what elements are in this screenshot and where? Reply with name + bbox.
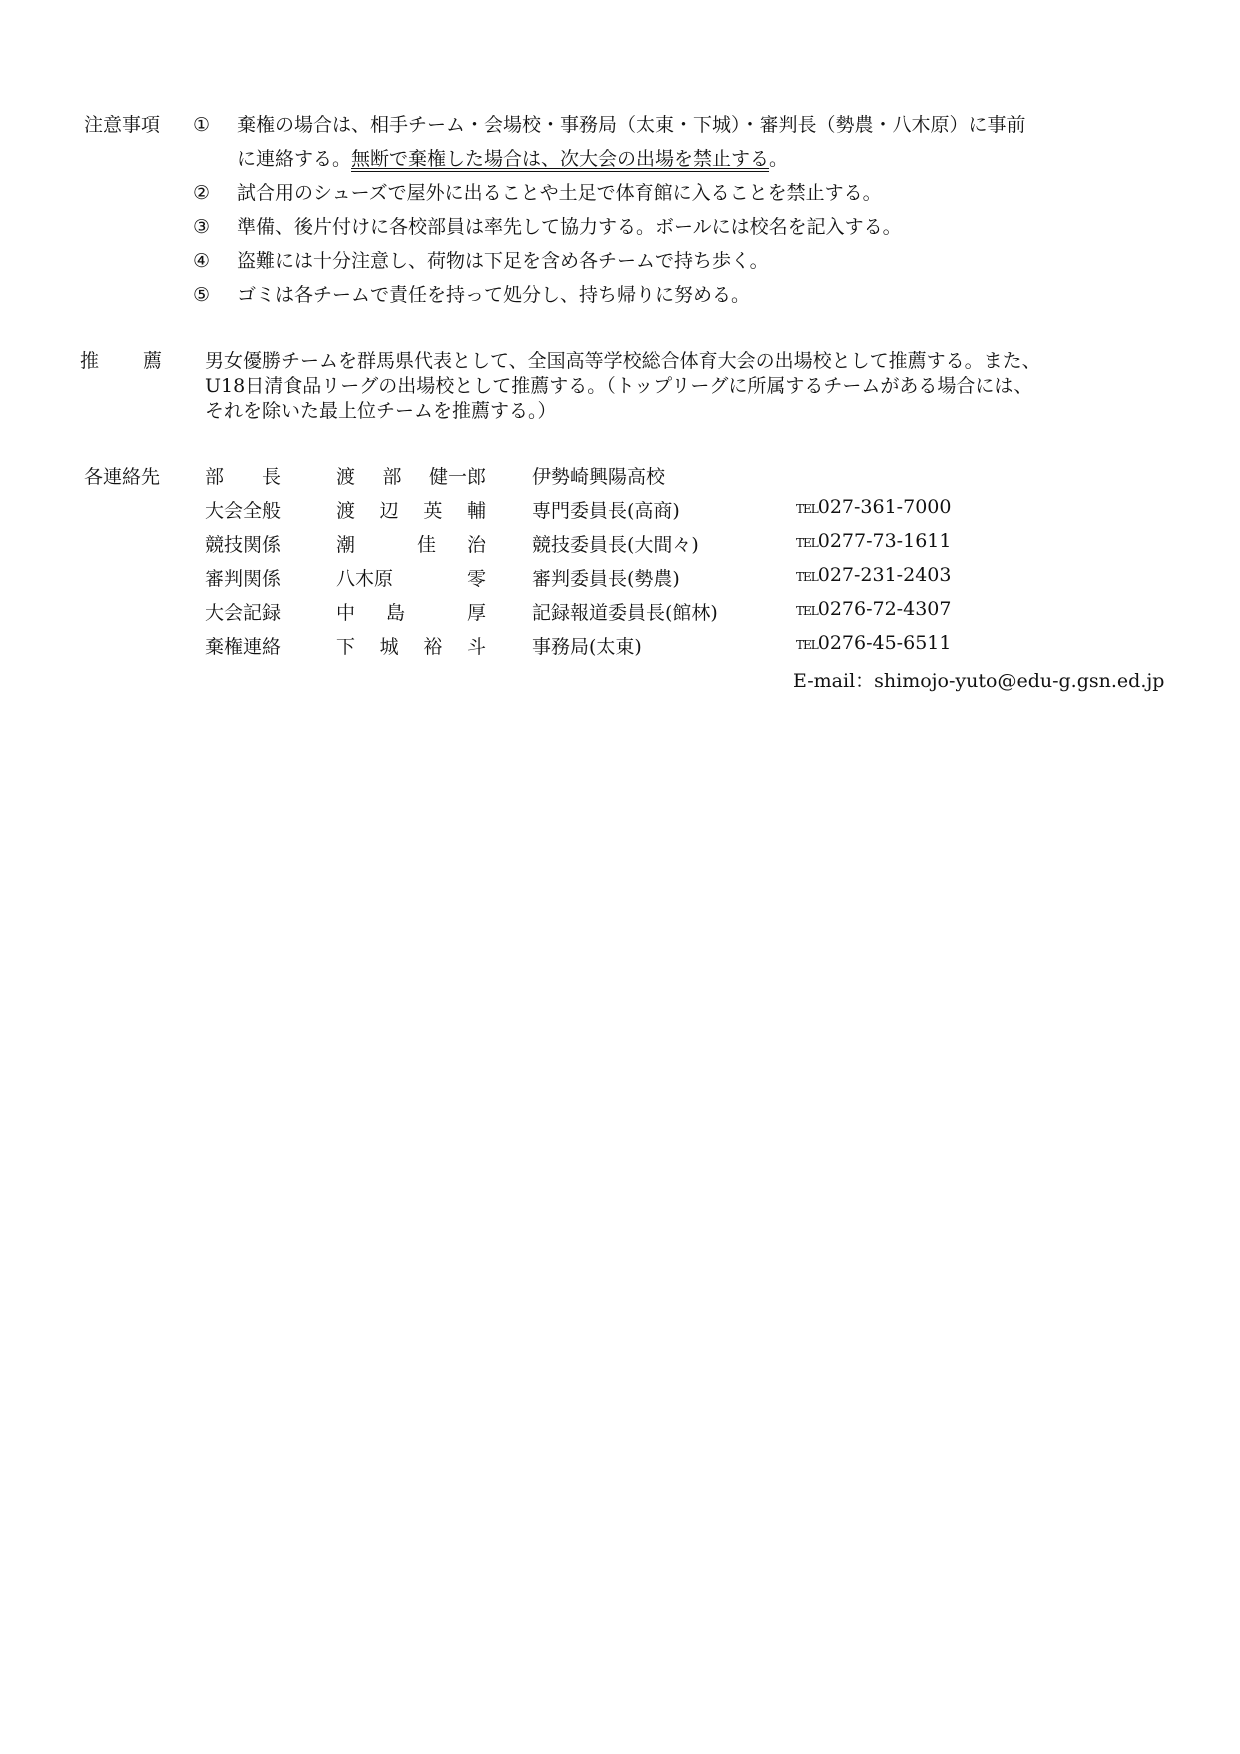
- tel-mark: TEL: [796, 638, 818, 652]
- contact-name-part: 島: [386, 602, 406, 624]
- contact-role: 大会全般: [205, 500, 282, 522]
- contact-post: 専門委員長(高商): [532, 500, 680, 522]
- notice-text: 試合用のシューズで屋外に出ることや土足で体育館に入ることを禁止する。: [237, 182, 882, 204]
- contact-name: [336, 496, 486, 523]
- recommendation-label: [80, 346, 162, 373]
- contact-role: 競技関係: [205, 534, 282, 556]
- contact-name-part: 渡: [336, 466, 356, 488]
- contact-name-part: 潮: [336, 534, 356, 556]
- notice-item: [193, 110, 1026, 137]
- contact-name-part: 輔: [466, 500, 486, 522]
- contact-tel: [796, 632, 951, 654]
- notice-number: ②: [193, 182, 211, 204]
- contact-post: 競技委員長(大間々): [532, 534, 699, 556]
- contact-name-part: 渡: [336, 500, 356, 522]
- contact-name-part: 佳: [416, 534, 436, 556]
- notice-item-continuation: [237, 144, 788, 171]
- notice-number: ③: [193, 216, 211, 238]
- notice-item: [193, 246, 769, 273]
- contact-name-part: 部: [382, 466, 402, 488]
- contact-role: 部 長: [205, 466, 282, 488]
- contact-name-part: 英: [423, 500, 443, 522]
- recommendation-line: U18日清食品リーグの出場校として推薦する。（トップリーグに所属するチームがある場合には、: [205, 375, 1033, 397]
- tel-number: 027-231-2403: [817, 564, 952, 586]
- notices-label: 注意事項: [84, 114, 161, 136]
- notice-number: ⑤: [193, 284, 211, 306]
- contact-tel: [796, 564, 951, 586]
- notice-item: [193, 212, 902, 239]
- contact-name: [336, 462, 486, 489]
- notice-item: [193, 178, 882, 205]
- notice-text: 盗難には十分注意し、荷物は下足を含め各チームで持ち歩く。: [237, 250, 769, 272]
- contact-name-part: 斗: [466, 636, 486, 658]
- contact-name: [336, 632, 486, 659]
- contacts-label: 各連絡先: [84, 466, 161, 488]
- recommendation-label-char: 薦: [143, 350, 163, 372]
- tel-mark: TEL: [796, 604, 818, 618]
- notice-cont-underlined: 無断で棄権した場合は、次大会の出場を禁止する: [351, 148, 770, 170]
- contact-post: 伊勢崎興陽高校: [532, 466, 666, 488]
- notice-cont-end: 。: [769, 148, 789, 170]
- notice-item: [193, 280, 750, 307]
- contact-name-part: 中: [336, 602, 356, 624]
- contact-tel: [796, 530, 951, 552]
- tel-mark: TEL: [796, 502, 818, 516]
- contact-name: [336, 598, 486, 625]
- contact-role: 大会記録: [205, 602, 282, 624]
- contact-tel: [796, 598, 951, 620]
- notice-text: 準備、後片付けに各校部員は率先して協力する。ボールには校名を記入する。: [237, 216, 902, 238]
- contact-name-part: 下: [336, 636, 356, 658]
- contact-role: 審判関係: [205, 568, 282, 590]
- tel-number: 0277-73-1611: [817, 530, 952, 552]
- contact-name: [336, 530, 486, 557]
- contact-name-part: 治: [466, 534, 486, 556]
- notice-text: 棄権の場合は、相手チーム・会場校・事務局（太東・下城）・審判長（勢農・八木原）に事前: [237, 114, 1026, 136]
- notice-text: ゴミは各チームで責任を持って処分し、持ち帰りに努める。: [237, 284, 751, 306]
- contact-post: 事務局(太東): [532, 636, 642, 658]
- contact-name-part: 零: [466, 568, 486, 590]
- contact-tel: [796, 496, 951, 518]
- tel-mark: TEL: [796, 570, 818, 584]
- contact-name: [336, 564, 486, 591]
- contact-name-part: 辺: [379, 500, 399, 522]
- notice-number: ①: [193, 114, 211, 136]
- contact-name-part: 健一郎: [428, 466, 486, 488]
- notice-cont-plain: に連絡する。: [237, 148, 352, 170]
- tel-mark: TEL: [796, 536, 818, 550]
- tel-number: 0276-45-6511: [817, 632, 952, 654]
- contact-name-part: 裕: [423, 636, 443, 658]
- contact-post: 記録報道委員長(館林): [532, 602, 718, 624]
- recommendation-line: 男女優勝チームを群馬県代表として、全国高等学校総合体育大会の出場校として推薦する。また、: [205, 350, 1041, 372]
- contact-email[interactable]: E-mail：shimojo-yuto@edu-g.gsn.ed.jp: [793, 670, 1165, 692]
- notice-number: ④: [193, 250, 211, 272]
- recommendation-line: それを除いた最上位チームを推薦する。）: [205, 400, 557, 422]
- contact-role: 棄権連絡: [205, 636, 282, 658]
- contact-name-part: 城: [379, 636, 399, 658]
- recommendation-label-char: 推: [80, 350, 100, 372]
- tel-number: 027-361-7000: [817, 496, 952, 518]
- tel-number: 0276-72-4307: [817, 598, 952, 620]
- contact-post: 審判委員長(勢農): [532, 568, 680, 590]
- contact-name-part: 八木原: [336, 568, 394, 590]
- contact-name-part: 厚: [466, 602, 486, 624]
